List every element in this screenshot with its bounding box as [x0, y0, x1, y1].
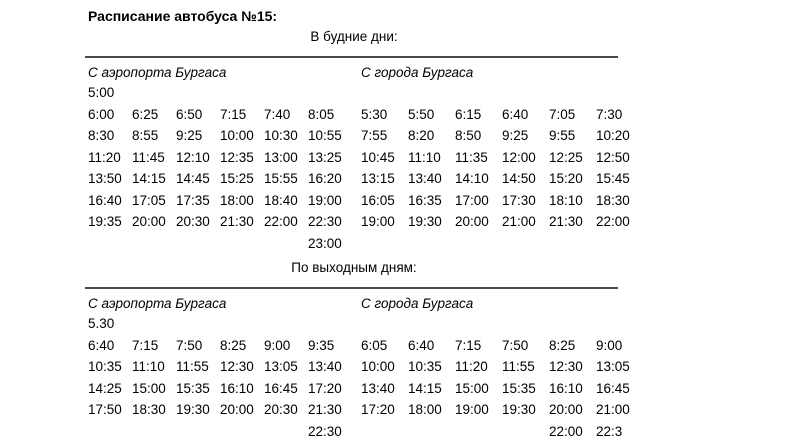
time-cell: 17:20 [361, 399, 408, 421]
time-cell: 11:35 [455, 147, 502, 169]
timetable-row [88, 82, 352, 104]
timetable-row [361, 421, 643, 442]
time-cell: 19:30 [408, 211, 455, 233]
time-cell: 16:35 [408, 190, 455, 212]
weekend-from-city-column [361, 295, 643, 442]
time-cell: 5.30 [88, 313, 132, 335]
time-cell [502, 82, 549, 104]
time-cell: 7:40 [264, 104, 308, 126]
time-cell [176, 313, 220, 335]
time-cell: 13:25 [308, 147, 352, 169]
weekend-section [88, 259, 620, 442]
time-cell: 11:10 [132, 356, 176, 378]
time-cell: 21:30 [220, 211, 264, 233]
time-cell [132, 82, 176, 104]
time-cell: 13:15 [361, 168, 408, 190]
weekday-from-airport-table [88, 82, 352, 254]
time-cell: 11:10 [408, 147, 455, 169]
time-cell: 12:30 [220, 356, 264, 378]
time-cell [176, 233, 220, 255]
timetable-row [361, 313, 643, 335]
timetable-row [88, 190, 352, 212]
timetable-row [361, 190, 643, 212]
time-cell [264, 313, 308, 335]
time-cell: 22:00 [549, 421, 596, 442]
time-cell: 11:20 [88, 147, 132, 169]
time-cell: 12:00 [502, 147, 549, 169]
time-cell: 16:40 [88, 190, 132, 212]
time-cell: 19:00 [308, 190, 352, 212]
time-cell: 15:20 [549, 168, 596, 190]
time-cell: 11:45 [132, 147, 176, 169]
time-cell: 16:45 [264, 378, 308, 400]
timetable-row [88, 399, 352, 421]
time-cell: 8:25 [220, 335, 264, 357]
time-cell [264, 82, 308, 104]
timetable-row [88, 356, 352, 378]
weekday-from-city-column [361, 64, 643, 254]
weekday-section [88, 28, 620, 254]
timetable-row [88, 168, 352, 190]
time-cell: 12:35 [220, 147, 264, 169]
time-cell [264, 233, 308, 255]
time-cell: 14:15 [408, 378, 455, 400]
time-cell: 21:30 [308, 399, 352, 421]
time-cell [220, 82, 264, 104]
time-cell: 10:00 [361, 356, 408, 378]
time-cell: 19:30 [176, 399, 220, 421]
divider-line [85, 56, 618, 58]
timetable-row [361, 378, 643, 400]
time-cell: 17:50 [88, 399, 132, 421]
time-cell: 15:55 [264, 168, 308, 190]
time-cell: 15:35 [502, 378, 549, 400]
time-cell [361, 82, 408, 104]
time-cell: 6:50 [176, 104, 220, 126]
time-cell: 18:40 [264, 190, 308, 212]
time-cell: 13:00 [264, 147, 308, 169]
time-cell: 7:30 [596, 104, 643, 126]
from-airport-header: С аэропорта Бургаса [88, 64, 361, 81]
time-cell: 5:50 [408, 104, 455, 126]
weekday-from-airport-column [88, 64, 361, 254]
timetable-row [361, 356, 643, 378]
time-cell: 13:40 [361, 378, 408, 400]
time-cell: 13:05 [264, 356, 308, 378]
time-cell: 12:30 [549, 356, 596, 378]
time-cell: 11:55 [176, 356, 220, 378]
weekend-columns [88, 295, 620, 442]
time-cell: 17:20 [308, 378, 352, 400]
time-cell: 18:30 [132, 399, 176, 421]
time-cell: 10:35 [408, 356, 455, 378]
time-cell: 22:00 [264, 211, 308, 233]
weekday-heading: В будние дни: [88, 28, 620, 45]
time-cell: 14:25 [88, 378, 132, 400]
time-cell: 7:05 [549, 104, 596, 126]
time-cell: 16:20 [308, 168, 352, 190]
time-cell: 14:45 [176, 168, 220, 190]
time-cell: 16:10 [549, 378, 596, 400]
timetable-row [361, 168, 643, 190]
time-cell: 17:35 [176, 190, 220, 212]
timetable-row [88, 313, 352, 335]
time-cell [220, 233, 264, 255]
time-cell: 8:55 [132, 125, 176, 147]
time-cell: 9:00 [596, 335, 643, 357]
timetable-row [361, 147, 643, 169]
time-cell: 15:25 [220, 168, 264, 190]
time-cell: 20:30 [264, 399, 308, 421]
time-cell: 15:45 [596, 168, 643, 190]
weekday-from-city-table [361, 82, 643, 233]
timetable-row [361, 211, 643, 233]
timetable-row [361, 399, 643, 421]
time-cell: 8:20 [408, 125, 455, 147]
time-cell [455, 313, 502, 335]
time-cell [596, 313, 643, 335]
time-cell [88, 421, 132, 442]
weekend-from-airport-table [88, 313, 352, 442]
time-cell: 7:50 [502, 335, 549, 357]
time-cell: 14:50 [502, 168, 549, 190]
timetable-row [361, 335, 643, 357]
time-cell: 12:10 [176, 147, 220, 169]
time-cell: 18:10 [549, 190, 596, 212]
time-cell [502, 313, 549, 335]
time-cell: 6:15 [455, 104, 502, 126]
time-cell: 10:30 [264, 125, 308, 147]
time-cell [264, 421, 308, 442]
time-cell [308, 82, 352, 104]
time-cell: 18:00 [408, 399, 455, 421]
from-city-header: С города Бургаса [361, 295, 643, 312]
time-cell: 21:00 [502, 211, 549, 233]
time-cell: 8:05 [308, 104, 352, 126]
time-cell: 19:00 [361, 211, 408, 233]
time-cell: 19:00 [455, 399, 502, 421]
time-cell: 19:35 [88, 211, 132, 233]
time-cell: 15:00 [455, 378, 502, 400]
time-cell: 19:30 [502, 399, 549, 421]
weekend-from-city-table [361, 313, 643, 442]
time-cell: 22:30 [308, 211, 352, 233]
time-cell: 9:00 [264, 335, 308, 357]
time-cell: 6:40 [88, 335, 132, 357]
time-cell: 6:05 [361, 335, 408, 357]
time-cell [549, 82, 596, 104]
time-cell [455, 82, 502, 104]
timetable-row [88, 378, 352, 400]
time-cell [88, 233, 132, 255]
timetable-row [361, 125, 643, 147]
time-cell: 6:40 [408, 335, 455, 357]
time-cell: 5:00 [88, 82, 132, 104]
time-cell: 6:00 [88, 104, 132, 126]
timetable-row [88, 104, 352, 126]
time-cell [549, 313, 596, 335]
time-cell: 9:25 [502, 125, 549, 147]
time-cell: 12:50 [596, 147, 643, 169]
time-cell: 12:25 [549, 147, 596, 169]
time-cell: 16:10 [220, 378, 264, 400]
time-cell [596, 82, 643, 104]
page-title: Расписание автобуса №15: [88, 8, 620, 25]
time-cell: 20:00 [549, 399, 596, 421]
time-cell: 17:30 [502, 190, 549, 212]
time-cell: 9:55 [549, 125, 596, 147]
time-cell: 14:15 [132, 168, 176, 190]
time-cell: 20:30 [176, 211, 220, 233]
time-cell: 8:25 [549, 335, 596, 357]
weekend-from-airport-column [88, 295, 361, 442]
time-cell: 7:15 [132, 335, 176, 357]
time-cell: 22:00 [596, 211, 643, 233]
time-cell: 5:30 [361, 104, 408, 126]
time-cell [132, 233, 176, 255]
time-cell: 18:30 [596, 190, 643, 212]
time-cell: 7:15 [455, 335, 502, 357]
weekday-columns [88, 64, 620, 254]
timetable-row [88, 335, 352, 357]
time-cell [132, 421, 176, 442]
timetable-row [88, 211, 352, 233]
time-cell: 16:05 [361, 190, 408, 212]
weekend-heading: По выходным дням: [88, 259, 620, 276]
time-cell: 7:55 [361, 125, 408, 147]
time-cell: 15:00 [132, 378, 176, 400]
time-cell: 11:20 [455, 356, 502, 378]
time-cell: 11:55 [502, 356, 549, 378]
time-cell [176, 82, 220, 104]
time-cell [361, 313, 408, 335]
time-cell: 6:25 [132, 104, 176, 126]
time-cell [308, 313, 352, 335]
timetable-row [88, 125, 352, 147]
timetable-row [361, 82, 643, 104]
time-cell: 10:20 [596, 125, 643, 147]
time-cell: 13:40 [408, 168, 455, 190]
time-cell: 18:00 [220, 190, 264, 212]
time-cell: 10:55 [308, 125, 352, 147]
time-cell: 10:35 [88, 356, 132, 378]
time-cell: 7:15 [220, 104, 264, 126]
time-cell: 14:10 [455, 168, 502, 190]
time-cell [220, 421, 264, 442]
timetable-row [88, 421, 352, 442]
schedule-document [88, 8, 620, 442]
time-cell: 23:00 [308, 233, 352, 255]
time-cell: 10:45 [361, 147, 408, 169]
time-cell: 16:45 [596, 378, 643, 400]
time-cell: 13:05 [596, 356, 643, 378]
timetable-row [361, 104, 643, 126]
from-airport-header: С аэропорта Бургаса [88, 295, 361, 312]
time-cell [408, 313, 455, 335]
time-cell [408, 82, 455, 104]
time-cell: 22:30 [308, 421, 352, 442]
time-cell: 20:00 [132, 211, 176, 233]
time-cell: 8:50 [455, 125, 502, 147]
timetable-row [88, 233, 352, 255]
time-cell [176, 421, 220, 442]
from-city-header: С города Бургаса [361, 64, 643, 81]
divider-line [85, 287, 618, 289]
timetable-row [88, 147, 352, 169]
time-cell [361, 421, 408, 442]
time-cell: 9:35 [308, 335, 352, 357]
time-cell: 20:00 [220, 399, 264, 421]
time-cell: 7:50 [176, 335, 220, 357]
time-cell: 17:00 [455, 190, 502, 212]
time-cell: 9:25 [176, 125, 220, 147]
time-cell: 17:05 [132, 190, 176, 212]
time-cell: 22:3 [596, 421, 643, 442]
time-cell: 13:50 [88, 168, 132, 190]
time-cell: 21:30 [549, 211, 596, 233]
time-cell: 10:00 [220, 125, 264, 147]
time-cell: 20:00 [455, 211, 502, 233]
time-cell: 21:00 [596, 399, 643, 421]
time-cell: 6:40 [502, 104, 549, 126]
time-cell [408, 421, 455, 442]
time-cell [220, 313, 264, 335]
time-cell: 15:35 [176, 378, 220, 400]
time-cell [502, 421, 549, 442]
time-cell: 8:30 [88, 125, 132, 147]
time-cell [132, 313, 176, 335]
time-cell [455, 421, 502, 442]
time-cell: 13:40 [308, 356, 352, 378]
